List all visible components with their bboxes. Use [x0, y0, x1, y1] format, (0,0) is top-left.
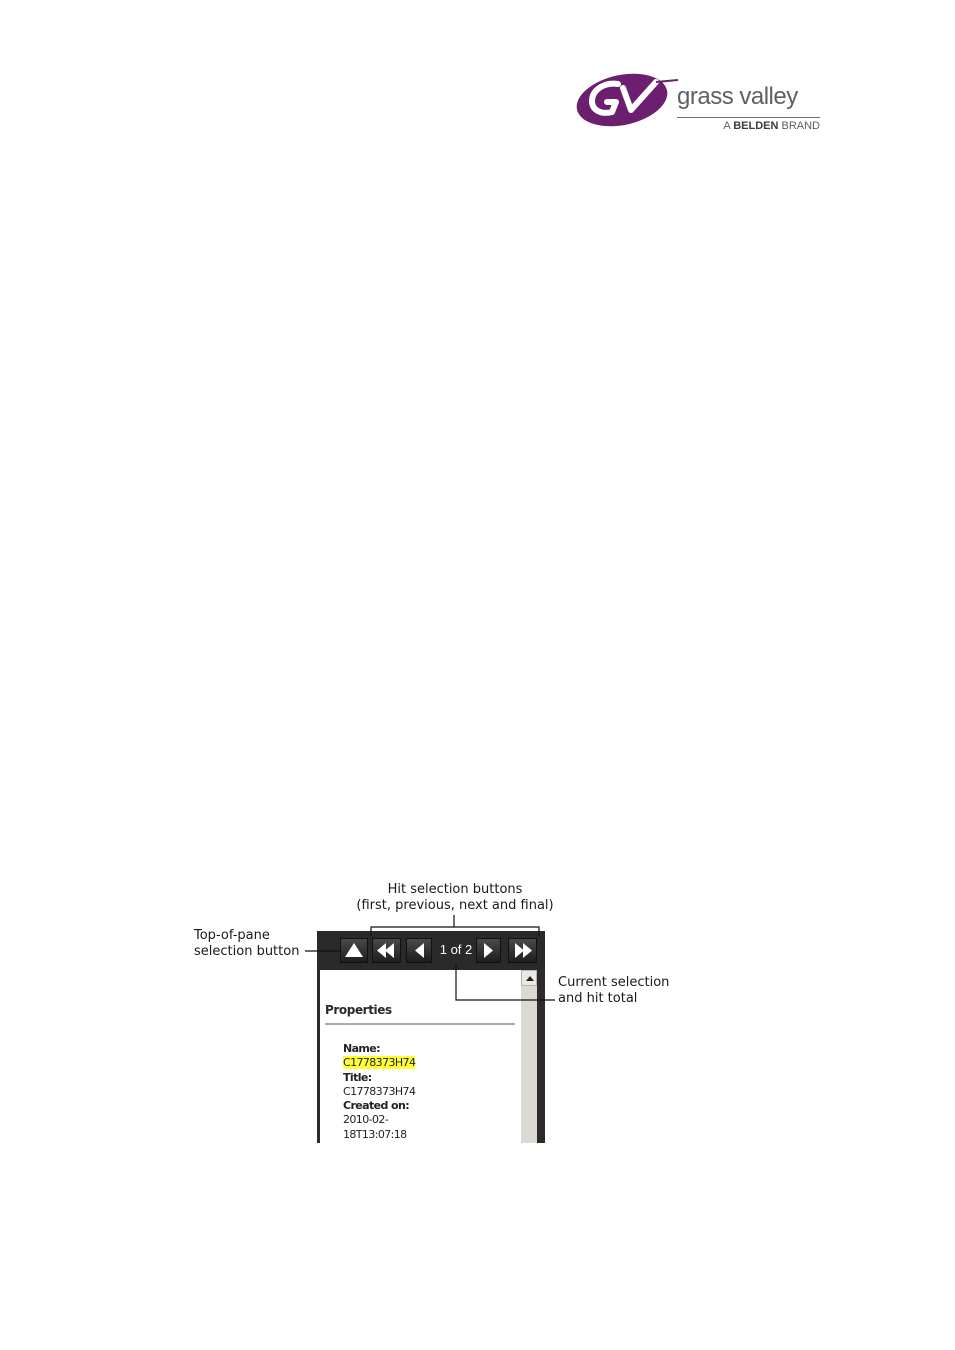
- name-label: Name:: [343, 1042, 380, 1055]
- properties-heading: Properties: [325, 1003, 392, 1017]
- hit-counter: 1 of 2: [439, 942, 473, 957]
- callout-top-line2: selection button: [194, 944, 300, 959]
- created-on-value-line2: 18T13:07:18: [343, 1127, 407, 1141]
- logo-wordmark: grass valley: [677, 83, 798, 110]
- name-value-highlighted: C1778373H74: [343, 1056, 416, 1070]
- logo-tagline-suffix: BRAND: [781, 120, 820, 132]
- callout-current-line1: Current selection: [558, 975, 670, 990]
- callout-hit-line2: (first, previous, next and final): [356, 898, 554, 913]
- created-on-label: Created on:: [343, 1099, 409, 1113]
- title-value: C1778373H74: [343, 1084, 416, 1098]
- created-on-value-line1: 2010-02-: [343, 1113, 389, 1127]
- logo-tagline-prefix: A: [723, 120, 731, 132]
- callout-hit-line1: Hit selection buttons: [387, 882, 523, 897]
- title-label: Title:: [343, 1070, 372, 1084]
- logo-tagline-brand: BELDEN: [733, 120, 779, 132]
- callout-current-line2: and hit total: [558, 991, 638, 1006]
- callout-top-line1: Top-of-pane: [194, 928, 270, 943]
- current-selection-leader-line: [456, 963, 555, 1000]
- hit-selection-bracket: [371, 927, 539, 936]
